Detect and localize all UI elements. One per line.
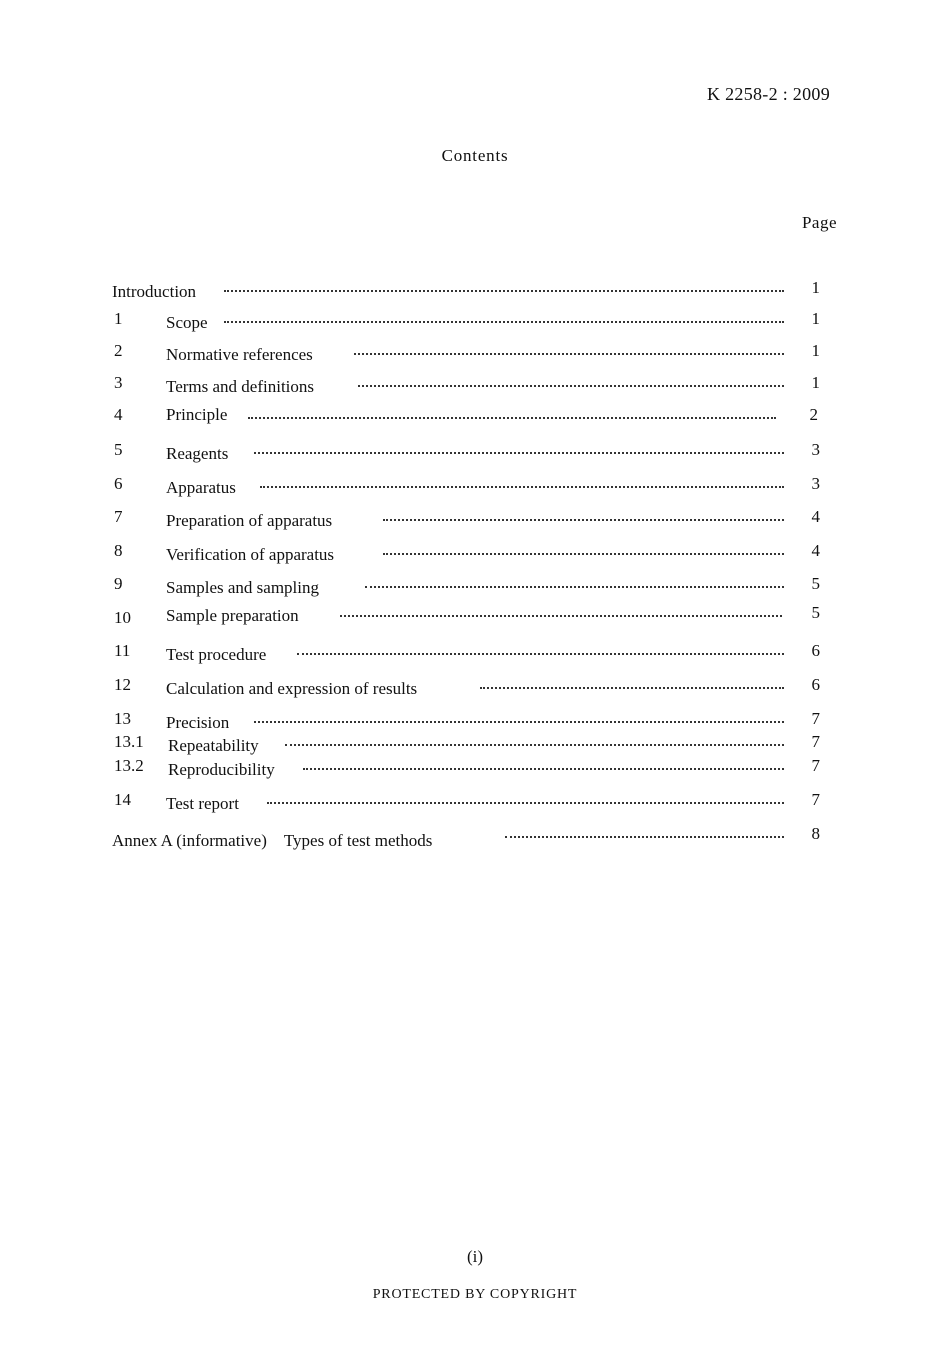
toc-leader-dots bbox=[224, 309, 784, 323]
toc-entry-title: Test report bbox=[166, 794, 239, 813]
toc-entry[interactable] bbox=[0, 309, 950, 335]
toc-entry-title: Apparatus bbox=[166, 478, 236, 497]
standard-number: K 2258-2 : 2009 bbox=[707, 84, 830, 104]
toc-entry-title: Normative references bbox=[166, 345, 313, 364]
toc-entry-page: 2 bbox=[809, 405, 818, 424]
toc-entry-title: Sample preparation bbox=[166, 606, 299, 625]
toc-entry-title: Introduction bbox=[112, 282, 197, 301]
toc-leader-dots bbox=[267, 790, 784, 804]
toc-entry-title: Samples and sampling bbox=[166, 578, 319, 597]
toc-entry-title: Precision bbox=[166, 713, 230, 732]
toc-entry-page: 3 bbox=[811, 474, 820, 493]
toc-entry-title: Scope bbox=[166, 313, 208, 332]
toc-entry-title: Reagents bbox=[166, 444, 229, 463]
toc-leader-dots bbox=[383, 507, 784, 521]
toc-entry-number: 13.1 bbox=[114, 732, 144, 751]
toc-entry-page: 7 bbox=[811, 790, 820, 809]
toc-entry-page: 8 bbox=[811, 824, 820, 843]
toc-entry-page: 7 bbox=[811, 732, 820, 751]
toc-entry[interactable] bbox=[0, 474, 950, 500]
copyright-notice: PROTECTED BY COPYRIGHT bbox=[372, 1287, 578, 1302]
toc-entry-number: 7 bbox=[114, 507, 123, 526]
toc-leader-dots bbox=[383, 541, 784, 555]
toc-entry[interactable] bbox=[0, 373, 950, 399]
toc-entry-number: 2 bbox=[114, 341, 123, 360]
toc-entry[interactable] bbox=[0, 675, 950, 701]
toc-entry-title: Reproducibility bbox=[168, 760, 275, 779]
toc-entry-number: 4 bbox=[114, 405, 123, 424]
toc-leader-dots bbox=[303, 756, 784, 770]
toc-leader-dots bbox=[505, 824, 784, 838]
toc-leader-dots bbox=[340, 603, 782, 617]
toc-entry-page: 4 bbox=[811, 541, 820, 560]
toc-entry[interactable] bbox=[0, 824, 950, 850]
toc-entry[interactable] bbox=[0, 756, 950, 782]
toc-entry-title: Principle bbox=[166, 405, 228, 424]
toc-entry-page: 4 bbox=[811, 507, 820, 526]
toc-entry[interactable] bbox=[0, 341, 950, 367]
toc-entry-page: 1 bbox=[811, 309, 820, 328]
toc-entry-number: 1 bbox=[114, 309, 123, 328]
toc-entry-number: 9 bbox=[114, 574, 123, 593]
toc-entry[interactable] bbox=[0, 574, 950, 600]
toc-entry-number: 5 bbox=[114, 440, 123, 459]
toc-leader-dots bbox=[254, 709, 784, 723]
toc-entry-number: 12 bbox=[114, 675, 131, 694]
toc-entry-page: 5 bbox=[811, 603, 820, 622]
toc-entry[interactable] bbox=[0, 641, 950, 667]
toc-entry-title: Calculation and expression of results bbox=[166, 679, 418, 698]
toc-entry-number: 3 bbox=[114, 373, 123, 392]
toc-leader-dots bbox=[224, 278, 784, 292]
toc-leader-dots bbox=[254, 440, 784, 454]
toc-entry-number: 8 bbox=[114, 541, 123, 560]
toc-leader-dots bbox=[354, 341, 784, 355]
toc-entry-page: 1 bbox=[811, 341, 820, 360]
toc-entry-page: 7 bbox=[811, 756, 820, 775]
toc-entry-page: 3 bbox=[811, 440, 820, 459]
toc-entry-title: Verification of apparatus bbox=[166, 545, 335, 564]
page-column-label: Page bbox=[801, 213, 837, 232]
toc-entry-title: Repeatability bbox=[168, 736, 259, 755]
page-title: Contents bbox=[441, 146, 509, 165]
toc-leader-dots bbox=[260, 474, 784, 488]
toc-entry[interactable] bbox=[0, 603, 950, 629]
toc-entry[interactable] bbox=[0, 732, 950, 758]
toc-entry-number: 13 bbox=[114, 709, 131, 728]
toc-leader-dots bbox=[358, 373, 784, 387]
toc-leader-dots bbox=[285, 732, 784, 746]
toc-entry-title: Annex A (informative) Types of test methods bbox=[112, 826, 432, 851]
toc-entry-number: 10 bbox=[114, 608, 131, 627]
toc-entry[interactable] bbox=[0, 541, 950, 567]
toc-entry-page: 6 bbox=[811, 641, 820, 660]
page-number: (i) bbox=[466, 1247, 484, 1266]
toc-entry[interactable] bbox=[0, 790, 950, 816]
toc-entry[interactable] bbox=[0, 278, 950, 304]
toc-leader-dots bbox=[480, 675, 784, 689]
toc-entry-title: Terms and definitions bbox=[166, 377, 315, 396]
toc-entry-title: Test procedure bbox=[166, 645, 267, 664]
toc-entry[interactable] bbox=[0, 507, 950, 533]
toc-entry-page: 5 bbox=[811, 574, 820, 593]
toc-entry[interactable] bbox=[0, 440, 950, 466]
toc-entry-number: 14 bbox=[114, 790, 131, 809]
toc-entry-number: 11 bbox=[114, 641, 131, 660]
toc-entry[interactable] bbox=[0, 405, 950, 431]
toc-leader-dots bbox=[248, 405, 776, 419]
toc-entry-title: Preparation of apparatus bbox=[166, 511, 333, 530]
toc-leader-dots bbox=[365, 574, 784, 588]
toc-entry-number: 6 bbox=[114, 474, 123, 493]
toc-entry-number: 13.2 bbox=[114, 756, 144, 775]
toc-leader-dots bbox=[297, 641, 784, 655]
toc-entry-page: 7 bbox=[811, 709, 820, 728]
toc-entry-page: 1 bbox=[811, 278, 820, 297]
toc-entry-page: 6 bbox=[811, 675, 820, 694]
toc-entry-page: 1 bbox=[811, 373, 820, 392]
